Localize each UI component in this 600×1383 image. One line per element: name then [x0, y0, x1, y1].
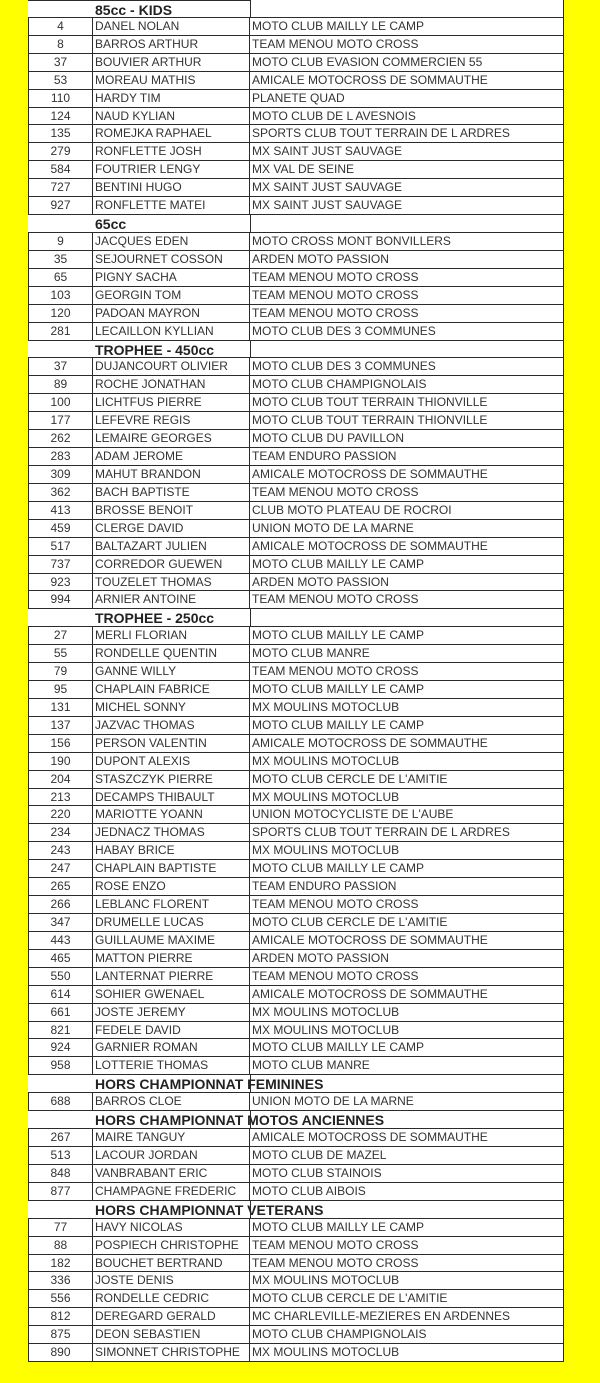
rider-number: 120 [28, 305, 93, 323]
table-row [28, 878, 564, 896]
table-row [28, 932, 564, 950]
rider-name: CORREDOR GUEWEN [93, 556, 250, 574]
rider-number: 737 [28, 556, 93, 574]
table-row [28, 269, 564, 287]
rider-number: 37 [28, 54, 93, 72]
rider-club: MOTO CLUB MAILLY LE CAMP [250, 556, 564, 574]
rider-club: TEAM MENOU MOTO CROSS [250, 1237, 564, 1255]
rider-club: MOTO CLUB DE MAZEL [250, 1147, 564, 1165]
rider-number: 266 [28, 896, 93, 914]
table-row [28, 574, 564, 592]
rider-name: BENTINI HUGO [93, 179, 250, 197]
rider-club: MOTO CLUB TOUT TERRAIN THIONVILLE [250, 412, 564, 430]
table-row [28, 896, 564, 914]
rider-number: 443 [28, 932, 93, 950]
table-row [28, 986, 564, 1004]
rider-number: 8 [28, 36, 93, 54]
rider-name: BALTAZART JULIEN [93, 538, 250, 556]
rider-name: BOUVIER ARTHUR [93, 54, 250, 72]
rider-club: TEAM MENOU MOTO CROSS [250, 591, 564, 609]
section-header-club-cell [250, 215, 564, 233]
rider-club: TEAM ENDURO PASSION [250, 448, 564, 466]
rider-number: 177 [28, 412, 93, 430]
table-row [28, 1039, 564, 1057]
rider-number: 35 [28, 251, 93, 269]
table-row [28, 699, 564, 717]
table-row [28, 1147, 564, 1165]
rider-name: RONFLETTE MATEI [93, 197, 250, 215]
table-row [28, 502, 564, 520]
rider-name: LECAILLON KYLLIAN [93, 323, 250, 341]
table-row [28, 1165, 564, 1183]
rider-club: TEAM MENOU MOTO CROSS [250, 287, 564, 305]
table-row [28, 54, 564, 72]
table-row [28, 1183, 564, 1201]
rider-club: TEAM MENOU MOTO CROSS [250, 968, 564, 986]
rider-number: 877 [28, 1183, 93, 1201]
rider-club: MOTO CLUB CHAMPIGNOLAIS [250, 1326, 564, 1344]
rider-name: CHAPLAIN FABRICE [93, 681, 250, 699]
rider-number: 459 [28, 520, 93, 538]
rider-name: FEDELE DAVID [93, 1022, 250, 1040]
rider-name: LICHTFUS PIERRE [93, 394, 250, 412]
rider-club: MX MOULINS MOTOCLUB [250, 753, 564, 771]
rider-number: 190 [28, 753, 93, 771]
section-title: TROPHEE - 450cc [28, 341, 250, 359]
rider-club: TEAM MENOU MOTO CROSS [250, 896, 564, 914]
rider-club: MX MOULINS MOTOCLUB [250, 1004, 564, 1022]
rider-name: BROSSE BENOIT [93, 502, 250, 520]
rider-club: CLUB MOTO PLATEAU DE ROCROI [250, 502, 564, 520]
table-row [28, 466, 564, 484]
rider-name: DEREGARD GERALD [93, 1308, 250, 1326]
table-row [28, 143, 564, 161]
rider-name: GEORGIN TOM [93, 287, 250, 305]
rider-number: 243 [28, 842, 93, 860]
rider-name: DEON SEBASTIEN [93, 1326, 250, 1344]
rider-name: TOUZELET THOMAS [93, 574, 250, 592]
rider-name: LEBLANC FLORENT [93, 896, 250, 914]
rider-name: LEMAIRE GEORGES [93, 430, 250, 448]
rider-club: MOTO CLUB DES 3 COMMUNES [250, 323, 564, 341]
rider-name: STASZCZYK PIERRE [93, 771, 250, 789]
rider-club: MOTO CLUB MAILLY LE CAMP [250, 627, 564, 645]
rider-name: SIMONNET CHRISTOPHE [93, 1344, 250, 1362]
rider-club: MX MOULINS MOTOCLUB [250, 1022, 564, 1040]
rider-name: HABAY BRICE [93, 842, 250, 860]
rider-club: AMICALE MOTOCROSS DE SOMMAUTHE [250, 932, 564, 950]
rider-number: 262 [28, 430, 93, 448]
rider-number: 413 [28, 502, 93, 520]
rider-number: 283 [28, 448, 93, 466]
rider-club: MOTO CLUB MAILLY LE CAMP [250, 717, 564, 735]
section-title: 65cc [28, 215, 250, 233]
rider-number: 347 [28, 914, 93, 932]
table-row [28, 1272, 564, 1290]
rider-name: JOSTE DENIS [93, 1272, 250, 1290]
rider-number: 265 [28, 878, 93, 896]
rider-number: 848 [28, 1165, 93, 1183]
table-row [28, 1022, 564, 1040]
section-header [28, 1075, 564, 1093]
rider-number: 362 [28, 484, 93, 502]
table-row [28, 179, 564, 197]
rider-number: 9 [28, 233, 93, 251]
rider-number: 890 [28, 1344, 93, 1362]
table-row [28, 789, 564, 807]
rider-club: MOTO CLUB CERCLE DE L'AMITIE [250, 914, 564, 932]
table-row [28, 161, 564, 179]
section-header-club-cell [250, 0, 564, 18]
rider-number: 131 [28, 699, 93, 717]
rider-club: ARDEN MOTO PASSION [250, 574, 564, 592]
table-row [28, 72, 564, 90]
table-row [28, 1344, 564, 1362]
rider-club: MOTO CLUB DU PAVILLON [250, 430, 564, 448]
table-row [28, 735, 564, 753]
rider-name: MAIRE TANGUY [93, 1129, 250, 1147]
rider-club: AMICALE MOTOCROSS DE SOMMAUTHE [250, 466, 564, 484]
rider-name: ROCHE JONATHAN [93, 376, 250, 394]
table-row [28, 842, 564, 860]
rider-name: POSPIECH CHRISTOPHE [93, 1237, 250, 1255]
rider-club: MOTO CLUB CERCLE DE L'AMITIE [250, 1290, 564, 1308]
rider-name: HARDY TIM [93, 90, 250, 108]
rider-club: UNION MOTOCYCLISTE DE L'AUBE [250, 806, 564, 824]
rider-name: JEDNACZ THOMAS [93, 824, 250, 842]
table-row [28, 538, 564, 556]
rider-number: 79 [28, 663, 93, 681]
rider-name: ADAM JEROME [93, 448, 250, 466]
rider-number: 65 [28, 269, 93, 287]
table-row [28, 233, 564, 251]
rider-name: CHAMPAGNE FREDERIC [93, 1183, 250, 1201]
rider-name: JACQUES EDEN [93, 233, 250, 251]
rider-number: 95 [28, 681, 93, 699]
rider-number: 77 [28, 1219, 93, 1237]
rider-club: MOTO CLUB DE L AVESNOIS [250, 108, 564, 126]
rider-name: MATTON PIERRE [93, 950, 250, 968]
rider-name: BACH BAPTISTE [93, 484, 250, 502]
rider-name: LOTTERIE THOMAS [93, 1057, 250, 1075]
table-row [28, 806, 564, 824]
table-row [28, 1326, 564, 1344]
rider-name: MERLI FLORIAN [93, 627, 250, 645]
table-row [28, 430, 564, 448]
rider-name: DUJANCOURT OLIVIER [93, 358, 250, 376]
rider-number: 614 [28, 986, 93, 1004]
rider-name: JAZVAC THOMAS [93, 717, 250, 735]
rider-club: MOTO CLUB MAILLY LE CAMP [250, 18, 564, 36]
rider-number: 688 [28, 1093, 93, 1111]
table-row [28, 1057, 564, 1075]
section-header-club-cell [250, 609, 564, 627]
rider-club: MX MOULINS MOTOCLUB [250, 842, 564, 860]
rider-number: 584 [28, 161, 93, 179]
table-row [28, 1237, 564, 1255]
rider-club: MOTO CLUB MANRE [250, 645, 564, 663]
rider-name: GARNIER ROMAN [93, 1039, 250, 1057]
rider-club: AMICALE MOTOCROSS DE SOMMAUTHE [250, 986, 564, 1004]
rider-name: JOSTE JEREMY [93, 1004, 250, 1022]
table-row [28, 251, 564, 269]
rider-number: 267 [28, 1129, 93, 1147]
rider-number: 103 [28, 287, 93, 305]
section-header [28, 609, 564, 627]
rider-name: FOUTRIER LENGY [93, 161, 250, 179]
table-row [28, 771, 564, 789]
table-row [28, 663, 564, 681]
rider-name: RONDELLE CEDRIC [93, 1290, 250, 1308]
rider-club: MC CHARLEVILLE-MEZIERES EN ARDENNES [250, 1308, 564, 1326]
table-row [28, 18, 564, 36]
rider-club: MOTO CLUB DES 3 COMMUNES [250, 358, 564, 376]
rider-name: DUPONT ALEXIS [93, 753, 250, 771]
section-header-club-cell [250, 341, 564, 359]
table-row [28, 556, 564, 574]
table-row [28, 287, 564, 305]
rider-club: MOTO CLUB MAILLY LE CAMP [250, 1219, 564, 1237]
rider-club: MOTO CROSS MONT BONVILLERS [250, 233, 564, 251]
table-row [28, 36, 564, 54]
rider-number: 812 [28, 1308, 93, 1326]
rider-number: 182 [28, 1255, 93, 1273]
rider-number: 27 [28, 627, 93, 645]
rider-number: 556 [28, 1290, 93, 1308]
rider-club: AMICALE MOTOCROSS DE SOMMAUTHE [250, 72, 564, 90]
table-row [28, 520, 564, 538]
rider-name: ROMEJKA RAPHAEL [93, 125, 250, 143]
rider-club: MX MOULINS MOTOCLUB [250, 789, 564, 807]
rider-club: MX SAINT JUST SAUVAGE [250, 143, 564, 161]
rider-number: 204 [28, 771, 93, 789]
rider-club: MOTO CLUB TOUT TERRAIN THIONVILLE [250, 394, 564, 412]
rider-club: MOTO CLUB CHAMPIGNOLAIS [250, 376, 564, 394]
rider-number: 37 [28, 358, 93, 376]
table-row [28, 824, 564, 842]
rider-club: MOTO CLUB MAILLY LE CAMP [250, 1039, 564, 1057]
rider-number: 994 [28, 591, 93, 609]
table-row [28, 950, 564, 968]
rider-name: BARROS ARTHUR [93, 36, 250, 54]
table-row [28, 448, 564, 466]
rider-number: 135 [28, 125, 93, 143]
rider-name: CHAPLAIN BAPTISTE [93, 860, 250, 878]
section-header [28, 341, 564, 359]
rider-name: MICHEL SONNY [93, 699, 250, 717]
rider-number: 924 [28, 1039, 93, 1057]
table-row [28, 860, 564, 878]
rider-number: 875 [28, 1326, 93, 1344]
rider-name: NAUD KYLIAN [93, 108, 250, 126]
rider-number: 727 [28, 179, 93, 197]
rider-club: MOTO CLUB MAILLY LE CAMP [250, 860, 564, 878]
rider-name: PIGNY SACHA [93, 269, 250, 287]
rider-number: 137 [28, 717, 93, 735]
rider-number: 213 [28, 789, 93, 807]
rider-name: DECAMPS THIBAULT [93, 789, 250, 807]
rider-number: 550 [28, 968, 93, 986]
rider-number: 923 [28, 574, 93, 592]
rider-number: 100 [28, 394, 93, 412]
rider-name: HAVY NICOLAS [93, 1219, 250, 1237]
table-row [28, 681, 564, 699]
rider-club: AMICALE MOTOCROSS DE SOMMAUTHE [250, 1129, 564, 1147]
rider-name: PADOAN MAYRON [93, 305, 250, 323]
rider-name: MAHUT BRANDON [93, 466, 250, 484]
table-row [28, 394, 564, 412]
rider-club: MX MOULINS MOTOCLUB [250, 1272, 564, 1290]
rider-name: MARIOTTE YOANN [93, 806, 250, 824]
rider-club: MOTO CLUB MANRE [250, 1057, 564, 1075]
rider-club: TEAM MENOU MOTO CROSS [250, 1255, 564, 1273]
rider-name: BOUCHET BERTRAND [93, 1255, 250, 1273]
table-row [28, 914, 564, 932]
table-row [28, 305, 564, 323]
rider-club: ARDEN MOTO PASSION [250, 950, 564, 968]
rider-number: 89 [28, 376, 93, 394]
rider-name: VANBRABANT ERIC [93, 1165, 250, 1183]
rider-club: AMICALE MOTOCROSS DE SOMMAUTHE [250, 538, 564, 556]
rider-number: 336 [28, 1272, 93, 1290]
section-title: HORS CHAMPIONNAT FEMININES [28, 1075, 250, 1093]
table-row [28, 484, 564, 502]
rider-name: SOHIER GWENAEL [93, 986, 250, 1004]
rider-number: 958 [28, 1057, 93, 1075]
table-row [28, 412, 564, 430]
table-row [28, 753, 564, 771]
rider-name: BARROS CLOE [93, 1093, 250, 1111]
rider-number: 465 [28, 950, 93, 968]
table-row [28, 90, 564, 108]
rider-name: RONDELLE QUENTIN [93, 645, 250, 663]
section-title: HORS CHAMPIONNAT MOTOS ANCIENNES [28, 1111, 250, 1129]
rider-club: TEAM MENOU MOTO CROSS [250, 663, 564, 681]
rider-club: MX SAINT JUST SAUVAGE [250, 197, 564, 215]
table-row [28, 358, 564, 376]
rider-name: DANEL NOLAN [93, 18, 250, 36]
rider-club: MOTO CLUB MAILLY LE CAMP [250, 681, 564, 699]
rider-number: 661 [28, 1004, 93, 1022]
section-title: 85cc - KIDS [28, 0, 250, 18]
rider-name: PERSON VALENTIN [93, 735, 250, 753]
section-title: HORS CHAMPIONNAT VETERANS [28, 1201, 250, 1219]
rider-number: 55 [28, 645, 93, 663]
rider-club: UNION MOTO DE LA MARNE [250, 1093, 564, 1111]
table-row [28, 591, 564, 609]
table-row [28, 1219, 564, 1237]
table-row [28, 323, 564, 341]
rider-number: 247 [28, 860, 93, 878]
rider-name: MOREAU MATHIS [93, 72, 250, 90]
rider-number: 517 [28, 538, 93, 556]
rider-number: 234 [28, 824, 93, 842]
rider-club: ARDEN MOTO PASSION [250, 251, 564, 269]
section-header [28, 1201, 564, 1219]
rider-number: 110 [28, 90, 93, 108]
rider-club: TEAM ENDURO PASSION [250, 878, 564, 896]
rider-name: DRUMELLE LUCAS [93, 914, 250, 932]
rider-club: SPORTS CLUB TOUT TERRAIN DE L ARDRES [250, 125, 564, 143]
rider-club: MX VAL DE SEINE [250, 161, 564, 179]
table-row [28, 1093, 564, 1111]
section-header [28, 215, 564, 233]
rider-number: 53 [28, 72, 93, 90]
rider-club: MOTO CLUB CERCLE DE L'AMITIE [250, 771, 564, 789]
table-row [28, 1290, 564, 1308]
rider-name: GUILLAUME MAXIME [93, 932, 250, 950]
rider-number: 927 [28, 197, 93, 215]
table-row [28, 717, 564, 735]
table-row [28, 125, 564, 143]
rider-number: 220 [28, 806, 93, 824]
table-row [28, 376, 564, 394]
rider-club: TEAM MENOU MOTO CROSS [250, 484, 564, 502]
rider-name: ROSE ENZO [93, 878, 250, 896]
table-row [28, 1255, 564, 1273]
rider-name: GANNE WILLY [93, 663, 250, 681]
table-row [28, 1308, 564, 1326]
rider-number: 309 [28, 466, 93, 484]
table-row [28, 1004, 564, 1022]
table-row [28, 1129, 564, 1147]
rider-club: MOTO CLUB EVASION COMMERCIEN 55 [250, 54, 564, 72]
section-header [28, 1111, 564, 1129]
rider-club: PLANETE QUAD [250, 90, 564, 108]
rider-club: TEAM MENOU MOTO CROSS [250, 305, 564, 323]
rider-number: 4 [28, 18, 93, 36]
rider-number: 279 [28, 143, 93, 161]
rider-number: 821 [28, 1022, 93, 1040]
rider-club: UNION MOTO DE LA MARNE [250, 520, 564, 538]
table-row [28, 108, 564, 126]
rider-club: MX MOULINS MOTOCLUB [250, 1344, 564, 1362]
rider-club: TEAM MENOU MOTO CROSS [250, 36, 564, 54]
table-row [28, 968, 564, 986]
rider-name: LEFEVRE REGIS [93, 412, 250, 430]
entry-list-sheet [28, 0, 564, 1362]
rider-name: RONFLETTE JOSH [93, 143, 250, 161]
rider-club: MOTO CLUB STAINOIS [250, 1165, 564, 1183]
table-row [28, 645, 564, 663]
rider-number: 281 [28, 323, 93, 341]
rider-name: CLERGE DAVID [93, 520, 250, 538]
rider-club: MX MOULINS MOTOCLUB [250, 699, 564, 717]
rider-name: LACOUR JORDAN [93, 1147, 250, 1165]
rider-club: MX SAINT JUST SAUVAGE [250, 179, 564, 197]
rider-name: SEJOURNET COSSON [93, 251, 250, 269]
rider-number: 156 [28, 735, 93, 753]
rider-number: 124 [28, 108, 93, 126]
rider-club: SPORTS CLUB TOUT TERRAIN DE L ARDRES [250, 824, 564, 842]
section-title: TROPHEE - 250cc [28, 609, 250, 627]
rider-club: MOTO CLUB AIBOIS [250, 1183, 564, 1201]
rider-name: ARNIER ANTOINE [93, 591, 250, 609]
section-header [28, 0, 564, 18]
rider-number: 513 [28, 1147, 93, 1165]
table-row [28, 197, 564, 215]
table-row [28, 627, 564, 645]
rider-club: TEAM MENOU MOTO CROSS [250, 269, 564, 287]
rider-club: AMICALE MOTOCROSS DE SOMMAUTHE [250, 735, 564, 753]
rider-number: 88 [28, 1237, 93, 1255]
rider-name: LANTERNAT PIERRE [93, 968, 250, 986]
